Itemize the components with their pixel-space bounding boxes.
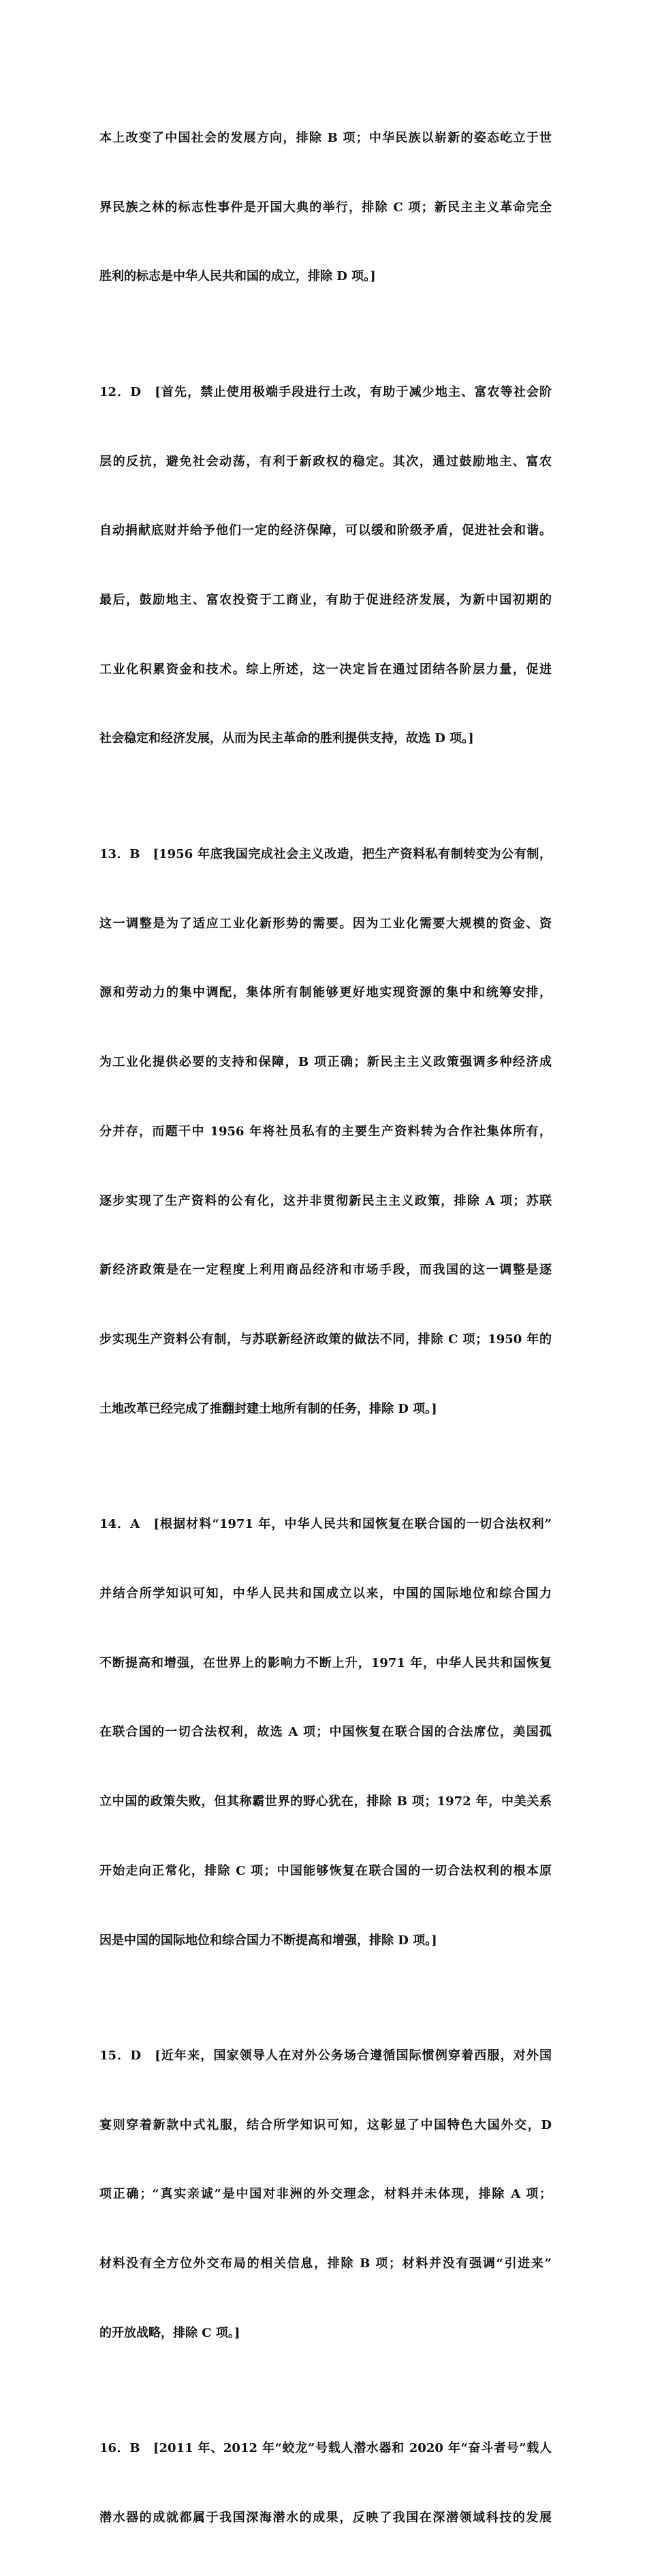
answer-paragraph-15 (99, 1998, 552, 2391)
text-line: 15．D [近年来，国家领导人在对外公务场合遵循国际惯例穿着西服，对外国 (99, 2049, 552, 2064)
text-line: 在联合国的一切合法权利，故选 A 项；中国恢复在联合国的合法席位，美国孤 (99, 1725, 552, 1740)
text-line: 12．D [首先，禁止使用极端手段进行土改，有助于减少地主、富农等社会阶 (99, 384, 552, 399)
text-line: 项正确；“真实亲诚”是中国对非洲的外交理念，材料并未体现，排除 A 项； (99, 2187, 552, 2202)
answer-paragraph-16 (99, 2391, 552, 2576)
answer-paragraph-11-continued (99, 80, 552, 335)
text-line: 社会稳定和经济发展，从而为民主革命的胜利提供支持，故选 D 项。] (99, 731, 474, 746)
text-line: 土地改革已经完成了推翻封建土地所有制的任务，排除 D 项。] (99, 1401, 437, 1416)
text-line: 因是中国的国际地位和综合国力不断提高和增强，排除 D 项。] (99, 1933, 437, 1948)
text-line: 潜水器的成就都属于我国深海潜水的成果，反映了我国在深潜领域科技的发展 (99, 2511, 552, 2526)
answer-paragraph-12 (99, 335, 552, 797)
answer-paragraph-13 (99, 797, 552, 1467)
text-line: 逐步实现了生产资料的公有化，这并非贯彻新民主主义政策，排除 A 项；苏联 (99, 1193, 552, 1208)
text-line: 这一调整是为了适应工业化新形势的需要。因为工业化需要大规模的资金、资 (99, 916, 552, 931)
text-line: 步实现生产资料公有制，与苏联新经济政策的做法不同，排除 C 项；1950 年的 (99, 1332, 552, 1347)
text-line: 分并存，而题干中 1956 年将社员私有的主要生产资料转为合作社集体所有， (99, 1124, 552, 1139)
text-line: 源和劳动力的集中调配，集体所有制能够更好地实现资源的集中和统筹安排， (99, 985, 552, 1000)
text-line: 为工业化提供必要的支持和保障，B 项正确；新民主主义政策强调多种经济成 (99, 1055, 552, 1070)
text-line: 开始走向正常化，排除 C 项；中国能够恢复在联合国的一切合法权利的根本原 (99, 1863, 552, 1878)
text-line: 界民族之林的标志性事件是开国大典的举行，排除 C 项；新民主主义革命完全 (99, 200, 552, 215)
text-line: 并结合所学知识可知，中华人民共和国成立以来，中国的国际地位和综合国力 (99, 1586, 552, 1601)
text-line: 胜利的标志是中华人民共和国的成立，排除 D 项。] (99, 269, 376, 284)
text-line: 立中国的政策失败，但其称霸世界的野心犹在，排除 B 项；1972 年，中美关系 (99, 1794, 552, 1809)
text-line: 材料没有全方位外交布局的相关信息，排除 B 项；材料并没有强调“引进来” (99, 2256, 552, 2271)
text-line: 14．A [根据材料“1971 年，中华人民共和国恢复在联合国的一切合法权利” (99, 1517, 552, 1532)
text-line: 层的反抗，避免社会动荡，有利于新政权的稳定。其次，通过鼓励地主、富农 (99, 454, 552, 469)
text-line: 最后，鼓励地主、富农投资于工商业，有助于促进经济发展，为新中国初期的 (99, 592, 552, 607)
text-line: 的开放战略，排除 C 项。] (99, 2325, 240, 2340)
text-line: 16．B [2011 年、2012 年“蛟龙”号载人潜水器和 2020 年“奋斗者号”载人 (99, 2441, 552, 2456)
text-line: 13．B [1956 年底我国完成社会主义改造，把生产资料私有制转变为公有制， (99, 846, 552, 861)
text-line: 新经济政策是在一定程度上利用商品经济和市场手段，而我国的这一调整是逐 (99, 1263, 552, 1278)
document-page (99, 80, 552, 2576)
text-line: 宴则穿着新款中式礼服，结合所学知识可知，这彰显了中国特色大国外交，D (99, 2117, 552, 2132)
answer-paragraph-14 (99, 1467, 552, 1998)
text-line: 工业化积累资金和技术。综上所述，这一决定旨在通过团结各阶层力量，促进 (99, 662, 552, 677)
text-line: 不断提高和增强，在世界上的影响力不断上升，1971 年，中华人民共和国恢复 (99, 1655, 552, 1670)
text-line: 自动捐献底财并给予他们一定的经济保障，可以缓和阶级矛盾，促进社会和谐。 (99, 523, 552, 538)
text-line: 本上改变了中国社会的发展方向，排除 B 项；中华民族以崭新的姿态屹立于世 (99, 130, 552, 145)
